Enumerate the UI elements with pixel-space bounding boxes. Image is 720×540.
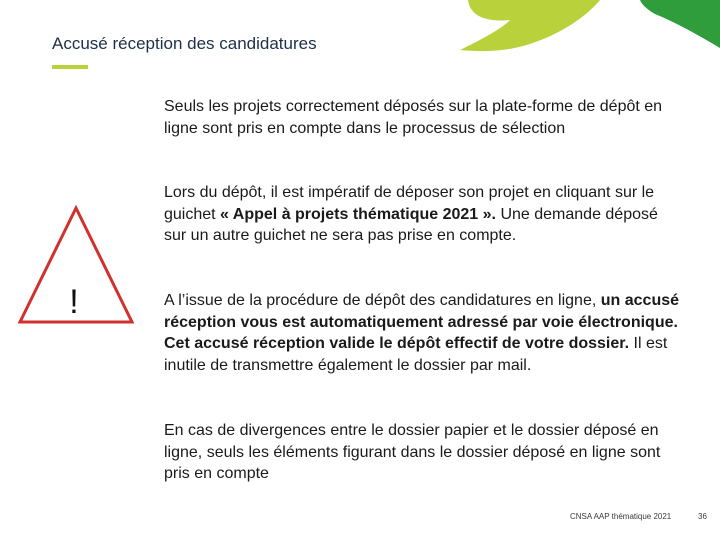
page-number: 36 xyxy=(698,512,707,521)
light-green-leaf xyxy=(460,0,600,51)
dark-green-leaf xyxy=(640,0,720,48)
slide-title: Accusé réception des candidatures xyxy=(52,34,317,53)
exclamation-mark: ! xyxy=(69,283,79,321)
title-underline xyxy=(52,65,88,69)
guichet-name: « Appel à projets thématique 2021 ». xyxy=(220,205,496,223)
paragraph-guichet: Lors du dépôt, il est impératif de déposer son projet en cliquant sur le guichet « Appel à projets thématique 2021 ». Une demande déposé sur un autre guichet ne sera pas prise en compte. xyxy=(164,184,658,244)
paragraph-acknowledgement: A l’issue de la procédure de dépôt des candidatures en ligne, un accusé réception vous est automatiquement adressé par voie électronique. Cet accusé réception valide le dépôt effectif de votre dossier. Il est inutile de transmettre également le dossier par mail. xyxy=(164,292,680,374)
paragraph-divergence: En cas de divergences entre le dossier papier et le dossier déposé en ligne, seuls les éléments figurant dans le dossier déposé en ligne sont pris en compte xyxy=(164,422,661,482)
acknowledgement-emphasis: un accusé réception vous est automatiquement adressé par voie électronique. Cet accusé réception valide le dépôt effectif de votre dossier. xyxy=(164,292,680,352)
warning-triangle-icon xyxy=(16,200,136,330)
footer-label: CNSA AAP thématique 2021 xyxy=(570,512,672,521)
paragraph-deposit-rule: Seuls les projets correctement déposés sur la plate-forme de dépôt en ligne sont pris en compte dans le processus de sélection xyxy=(164,98,663,137)
